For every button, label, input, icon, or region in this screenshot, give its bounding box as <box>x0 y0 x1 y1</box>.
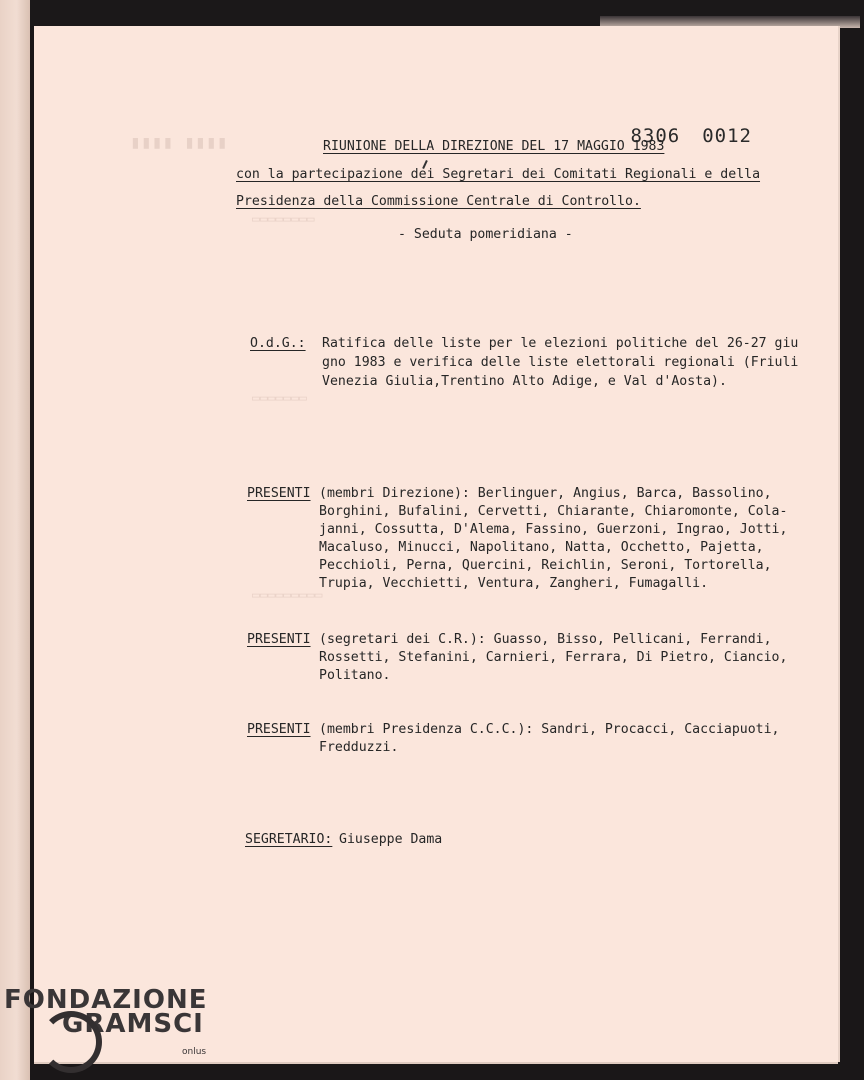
document-page <box>34 26 838 1062</box>
bleed-through-text: ▭▭▭▭▭▭▭▭▭ <box>252 588 323 603</box>
meeting-subtitle-line1: con la partecipazione dei Segretari dei Comitati Regionali e della <box>236 167 761 182</box>
bleed-through-text: ▭▭▭▭▭▭▭ <box>252 391 307 406</box>
presenti-ccc-line: Fredduzzi. <box>319 740 399 755</box>
watermark-logo-circle <box>40 1011 102 1073</box>
presenti-cr-line: (segretari dei C.R.): Guasso, Bisso, Pellicani, Ferrandi, <box>319 632 772 647</box>
presenti-direzione-line: Trupia, Vecchietti, Ventura, Zangheri, Fumagalli. <box>319 576 709 591</box>
document-number-part1: 8306 <box>630 125 681 147</box>
watermark-line1: FONDAZIONE <box>4 985 208 1015</box>
document-number-part2: 0012 <box>702 125 752 147</box>
meeting-subtitle-line2: Presidenza della Commissione Centrale di Controllo. <box>236 194 641 209</box>
binder-edge <box>0 0 30 1080</box>
presenti-label: PRESENTI <box>247 632 311 647</box>
meeting-title: RIUNIONE DELLA DIREZIONE DEL 17 MAGGIO 1983 <box>323 139 665 154</box>
odg-line: Ratifica delle liste per le elezioni politiche del 26-27 giu <box>322 336 799 351</box>
segretario-name: Giuseppe Dama <box>339 832 443 847</box>
presenti-label: PRESENTI <box>247 486 311 501</box>
presenti-cr-line: Politano. <box>319 668 391 683</box>
presenti-cr-line: Rossetti, Stefanini, Carnieri, Ferrara, Di Pietro, Ciancio, <box>319 650 788 665</box>
watermark-line3: onlus <box>182 1047 207 1057</box>
presenti-direzione-line: Macaluso, Minucci, Napolitano, Natta, Occhetto, Pajetta, <box>319 540 764 555</box>
presenti-direzione-line: Borghini, Bufalini, Cervetti, Chiarante, Chiaromonte, Cola- <box>319 504 788 519</box>
odg-label: O.d.G.: <box>250 336 306 351</box>
odg-line: Venezia Giulia,Trentino Alto Adige, e Val d'Aosta). <box>322 374 727 389</box>
bleed-through-text: ▭▭▭▭▭▭▭▭ <box>252 212 315 227</box>
fondazione-gramsci-watermark <box>4 985 208 1057</box>
presenti-direzione-line: Pecchioli, Perna, Quercini, Reichlin, Seroni, Tortorella, <box>319 558 772 573</box>
presenti-direzione-line: janni, Cossutta, D'Alema, Fassino, Guerzoni, Ingrao, Jotti, <box>319 522 788 537</box>
segretario-label: SEGRETARIO: <box>245 832 333 847</box>
session-label: - Seduta pomeridiana - <box>398 227 573 242</box>
odg-line: gno 1983 e verifica delle liste elettorali regionali (Friuli <box>322 355 799 370</box>
presenti-label: PRESENTI <box>247 722 311 737</box>
watermark-line2: GRAMSCI <box>62 1009 204 1039</box>
presenti-ccc-line: (membri Presidenza C.C.C.): Sandri, Procacci, Cacciapuoti, <box>319 722 780 737</box>
bleed-through-number: ▮▮▮▮ ▮▮▮▮ <box>130 132 228 153</box>
presenti-direzione-line: (membri Direzione): Berlinguer, Angius, Barca, Bassolino, <box>319 486 772 501</box>
